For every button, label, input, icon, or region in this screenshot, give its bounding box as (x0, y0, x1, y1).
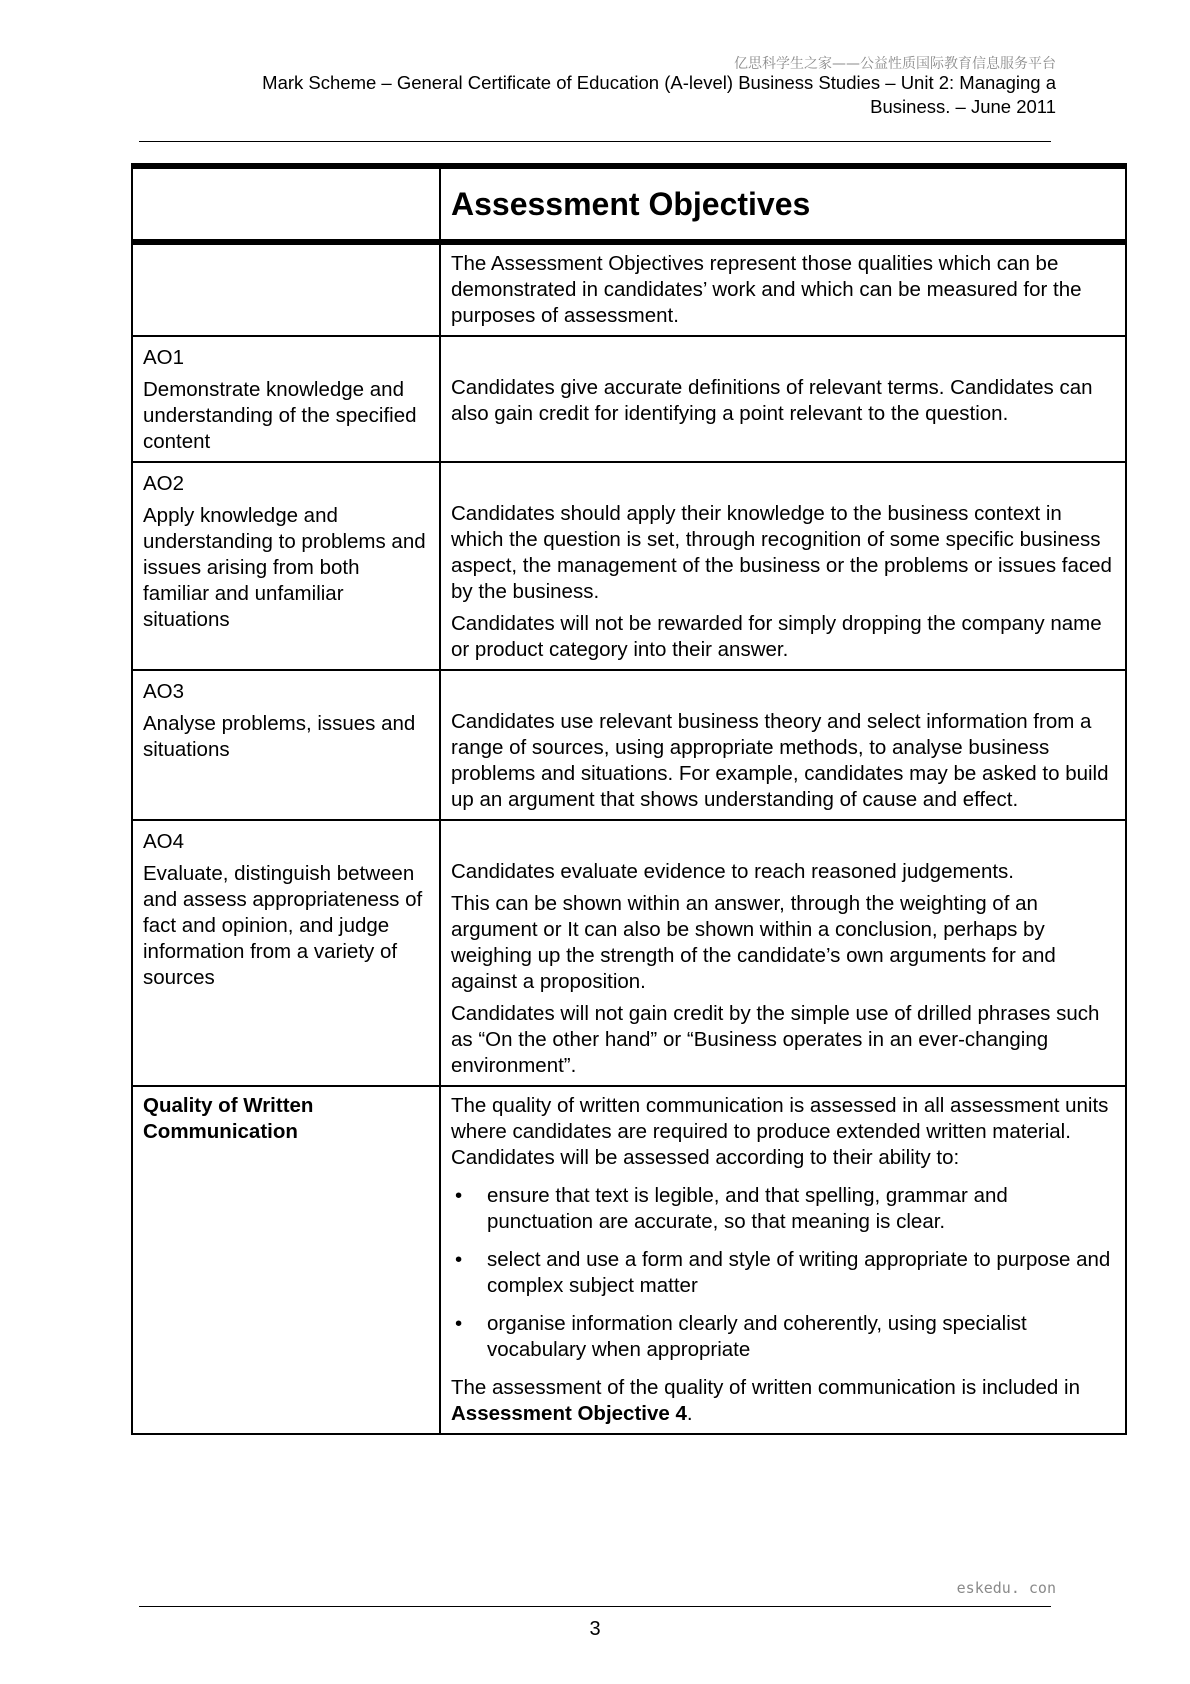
objective-cell (132, 820, 440, 1086)
page-number: 3 (589, 1618, 601, 1640)
footer-rule (139, 1606, 1051, 1607)
guidance-text: Candidates will not be rewarded for simply dropping the company name or product category into their answer. (451, 612, 1102, 661)
list-item (451, 1247, 1115, 1299)
guidance-cell (440, 336, 1126, 462)
list-item-text: organise information clearly and coherently, using specialist vocabulary when appropriate (487, 1312, 1027, 1361)
bullet-icon: • (455, 1248, 463, 1271)
running-header (156, 71, 1056, 119)
table-row (132, 336, 1126, 462)
objective-cell (132, 670, 440, 820)
bullet-icon: • (455, 1184, 463, 1207)
guidance-text: Candidates evaluate evidence to reach reasoned judgements. (451, 860, 1014, 883)
header-rule (139, 141, 1051, 142)
guidance-text: Candidates give accurate definitions of relevant terms. Candidates can also gain credit for identifying a point relevant to the question. (451, 376, 1093, 425)
objective-code: AO1 (143, 346, 185, 369)
qwc-closing-prefix: The assessment of the quality of written communication is included in (451, 1376, 1080, 1399)
table-header-row (132, 166, 1126, 242)
qwc-label: Quality of Written Communication (143, 1094, 314, 1143)
assessment-objectives-table (131, 163, 1127, 1435)
objective-cell (132, 336, 440, 462)
guidance-cell (440, 670, 1126, 820)
qwc-label-cell (132, 1086, 440, 1434)
qwc-closing-suffix: . (686, 1402, 693, 1425)
qwc-intro: The quality of written communication is assessed in all assessment units where candidates are required to produce extended written material. Candidates will be assessed according to their ability to: (451, 1094, 1109, 1169)
header-title-cell (440, 166, 1126, 242)
objective-description: Demonstrate knowledge and understanding of the specified content (143, 378, 417, 453)
list-item-text: select and use a form and style of writing appropriate to purpose and complex subject matter (487, 1248, 1111, 1297)
qwc-bullet-list (451, 1183, 1115, 1363)
guidance-cell (440, 820, 1126, 1086)
intro-empty-cell (132, 242, 440, 336)
intro-text: The Assessment Objectives represent those qualities which can be demonstrated in candidates’ work and which can be measured for the purposes of assessment. (451, 252, 1082, 327)
running-header-line-1: Mark Scheme – General Certificate of Education (A-level) Business Studies – Unit 2: Managing a (262, 72, 1056, 93)
footer-watermark: eskedu. con (956, 1579, 1056, 1597)
list-item-text: ensure that text is legible, and that spelling, grammar and punctuation are accurate, so that meaning is clear. (487, 1184, 1008, 1233)
table-row (132, 462, 1126, 670)
table-row (132, 820, 1126, 1086)
table-row (132, 670, 1126, 820)
objective-description: Analyse problems, issues and situations (143, 712, 416, 761)
intro-cell (440, 242, 1126, 336)
table-title: Assessment Objectives (451, 186, 811, 222)
qwc-content-cell (440, 1086, 1126, 1434)
guidance-text: Candidates should apply their knowledge to the business context in which the question is set, through recognition of some specific business aspect, the management of the business or the problems or issues faced by the business. (451, 502, 1112, 603)
qwc-closing (451, 1375, 1115, 1427)
guidance-text: Candidates will not gain credit by the simple use of drilled phrases such as “On the other hand” or “Business operates in an ever-changing environment”. (451, 1002, 1100, 1077)
objective-code: AO2 (143, 472, 185, 495)
guidance-text: Candidates use relevant business theory and select information from a range of sources, using appropriate methods, to analyse business problems and situations. For example, candidates may be asked to build up an argument that shows understanding of cause and effect. (451, 710, 1109, 811)
header-watermark: 亿思科学生之家——公益性质国际教育信息服务平台 (734, 56, 1056, 72)
qwc-row (132, 1086, 1126, 1434)
intro-row (132, 242, 1126, 336)
objective-code: AO4 (143, 830, 185, 853)
list-item (451, 1183, 1115, 1235)
objective-code: AO3 (143, 680, 185, 703)
running-header-line-2: Business. – June 2011 (870, 96, 1056, 117)
bullet-icon: • (455, 1312, 463, 1335)
guidance-text: This can be shown within an answer, through the weighting of an argument or It can also be shown within a conclusion, perhaps by weighing up the strength of the candidate’s own arguments for and against a proposition. (451, 892, 1056, 993)
list-item (451, 1311, 1115, 1363)
objective-description: Apply knowledge and understanding to problems and issues arising from both familiar and unfamiliar situations (143, 504, 426, 631)
header-empty-cell (132, 166, 440, 242)
objective-description: Evaluate, distinguish between and assess appropriateness of fact and opinion, and judge information from a variety of sources (143, 862, 423, 989)
qwc-closing-bold: Assessment Objective 4 (451, 1402, 687, 1425)
guidance-cell (440, 462, 1126, 670)
objective-cell (132, 462, 440, 670)
